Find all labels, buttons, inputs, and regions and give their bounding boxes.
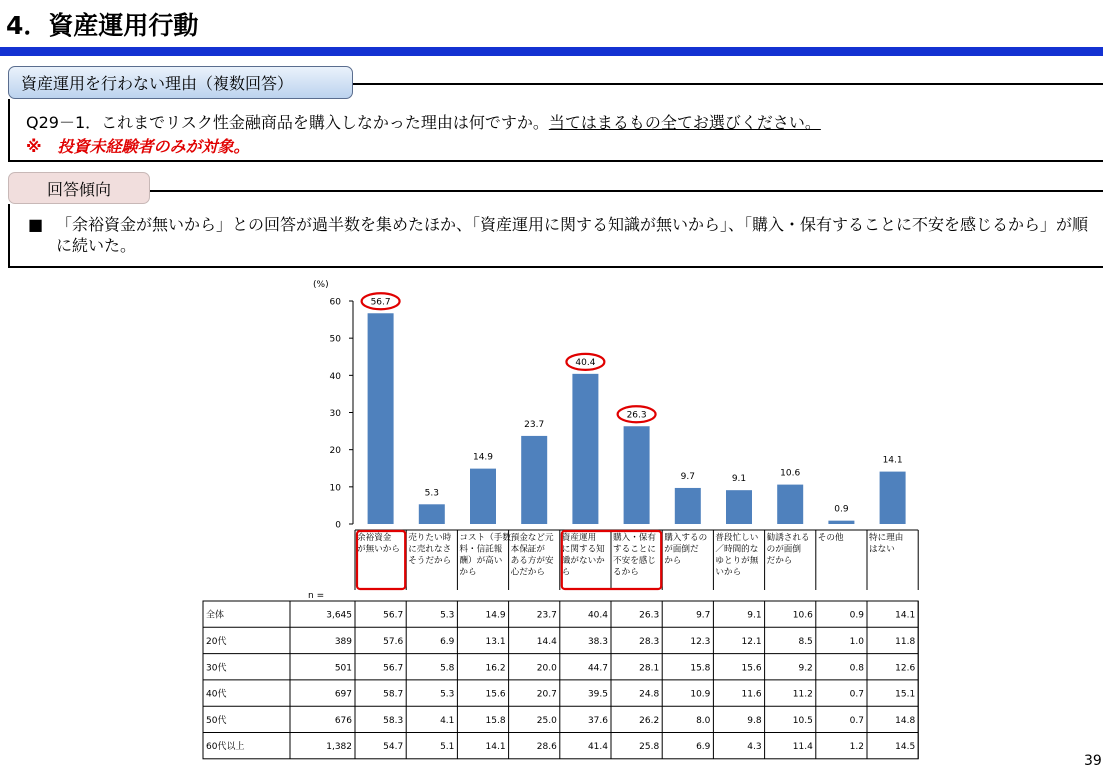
table-cell-value: 16.2 xyxy=(485,663,506,674)
table-cell-value: 26.2 xyxy=(639,715,660,726)
category-label: が面倒だ xyxy=(664,544,699,555)
table-cell-value: 12.6 xyxy=(895,663,916,674)
category-label: 余裕資金 xyxy=(357,533,392,543)
table-cell-value: 13.1 xyxy=(485,636,506,647)
table-cell-value: 10.5 xyxy=(792,715,813,726)
table-cell-value: 11.8 xyxy=(895,636,916,647)
y-tick-label: 30 xyxy=(329,409,341,419)
table-cell-value: 41.4 xyxy=(587,742,608,753)
bar xyxy=(368,313,394,524)
category-label: ら xyxy=(561,567,571,578)
table-cell-value: 1.0 xyxy=(849,636,864,647)
question-instruction: 当てはまるもの全てお選びください。 xyxy=(548,113,821,132)
table-cell-value: 0.7 xyxy=(849,715,864,726)
table-cell-value: 14.9 xyxy=(485,610,506,621)
table-row-label: 全体 xyxy=(206,610,225,621)
question-main: Q29－1．これまでリスク性金融商品を購入しなかった理由は何ですか。 xyxy=(26,113,549,132)
table-cell-value: 44.7 xyxy=(587,663,608,674)
bar xyxy=(521,436,547,524)
category-label: いから xyxy=(715,567,742,578)
table-cell-value: 9.8 xyxy=(747,715,762,726)
bar xyxy=(624,426,650,524)
bar xyxy=(777,485,803,524)
y-tick-label: 40 xyxy=(329,371,341,382)
table-cell-value: 14.4 xyxy=(536,636,557,647)
table-cell-value: 15.6 xyxy=(485,689,506,700)
bar xyxy=(470,469,496,524)
y-tick-label: 0 xyxy=(335,520,341,531)
y-tick-label: 10 xyxy=(329,483,341,494)
table-n-value: 697 xyxy=(334,689,352,700)
table-cell-value: 11.4 xyxy=(792,742,813,753)
bar-value-label: 14.1 xyxy=(882,455,903,466)
page-number: 39 xyxy=(1084,753,1102,769)
table-cell-value: 56.7 xyxy=(383,610,404,621)
trend-text: 「余裕資金が無いから」との回答が過半数を集めたほか、「資産運用に関する知識が無いから」、「購入・保有することに不安を感じるから」が順に続いた。 xyxy=(56,215,1089,255)
category-label: のが面倒 xyxy=(766,544,801,555)
table-cell-value: 5.1 xyxy=(440,742,455,753)
table-cell-value: 37.6 xyxy=(587,715,608,726)
y-tick-label: 60 xyxy=(329,297,341,308)
table-cell-value: 12.1 xyxy=(741,636,762,647)
table-cell-value: 28.3 xyxy=(639,636,660,647)
table-cell-value: 0.9 xyxy=(849,610,864,621)
table-cell-value: 58.7 xyxy=(383,689,404,700)
category-label: が無いから xyxy=(357,544,400,555)
table-cell-value: 28.6 xyxy=(536,742,557,753)
bar xyxy=(419,504,445,524)
table-row-label: 60代以上 xyxy=(206,742,245,753)
category-label: 売りたい時 xyxy=(408,533,452,543)
table-cell-value: 0.8 xyxy=(849,663,864,674)
table-n-value: 676 xyxy=(334,715,352,726)
category-label: から xyxy=(664,556,682,566)
bar xyxy=(675,488,701,524)
category-label: その他 xyxy=(817,533,844,543)
table-cell-value: 6.9 xyxy=(440,636,455,647)
y-unit-label: (%) xyxy=(313,280,329,290)
table-cell-value: 20.7 xyxy=(536,689,557,700)
bullet-square-icon: ■ xyxy=(28,215,44,234)
y-tick-label: 20 xyxy=(329,446,341,457)
bar-value-label: 5.3 xyxy=(424,488,439,499)
table-cell-value: 9.1 xyxy=(747,610,762,621)
bar xyxy=(572,374,598,524)
table-cell-value: 56.7 xyxy=(383,663,404,674)
target-note: ※ 投資未経験者のみが対象。 xyxy=(26,137,250,156)
table-cell-value: 20.0 xyxy=(536,663,557,674)
bar-value-label: 10.6 xyxy=(780,468,801,479)
table-cell-value: 23.7 xyxy=(536,610,557,621)
table-cell-value: 15.6 xyxy=(741,663,762,674)
table-cell-value: 10.6 xyxy=(792,610,813,621)
category-label: から xyxy=(459,567,477,578)
bar-value-label: 14.9 xyxy=(472,452,494,463)
category-label: ある方が安 xyxy=(510,556,554,566)
category-label: はない xyxy=(869,544,895,555)
bar-value-label: 26.3 xyxy=(626,410,647,421)
table-n-value: 3,645 xyxy=(326,610,352,621)
table-cell-value: 11.2 xyxy=(792,689,813,700)
table-cell-value: 38.3 xyxy=(587,636,608,647)
bar-value-label: 9.1 xyxy=(731,474,747,485)
table-cell-value: 15.1 xyxy=(895,689,916,700)
table-cell-value: 26.3 xyxy=(639,610,660,621)
table-n-value: 389 xyxy=(334,636,352,647)
category-label: 購入・保有 xyxy=(613,533,656,543)
category-label: コスト（手数 xyxy=(459,533,511,543)
bar-value-label: 9.7 xyxy=(680,471,695,482)
bar-value-label: 23.7 xyxy=(524,419,545,430)
category-label: 不安を感じ xyxy=(613,556,656,566)
bar-value-label: 0.9 xyxy=(834,504,849,515)
category-label: 預金など元 xyxy=(510,533,554,543)
category-label: に売れなさ xyxy=(408,544,452,555)
table-cell-value: 12.3 xyxy=(690,636,711,647)
category-label: に関する知 xyxy=(561,544,605,555)
table-cell-value: 11.6 xyxy=(741,689,762,700)
y-tick-label: 50 xyxy=(329,334,341,345)
table-cell-value: 4.1 xyxy=(440,715,455,726)
category-label: 本保証が xyxy=(510,544,545,555)
table-cell-value: 15.8 xyxy=(690,663,711,674)
section-tab: 資産運用を行わない理由（複数回答） xyxy=(8,66,353,99)
category-label: 識がないか xyxy=(561,556,605,566)
bar-value-label: 56.7 xyxy=(370,297,391,308)
table-cell-value: 9.2 xyxy=(798,663,813,674)
table-cell-value: 57.6 xyxy=(383,636,404,647)
table-cell-value: 1.2 xyxy=(849,742,864,753)
table-cell-value: 14.5 xyxy=(895,742,916,753)
category-label: 資産運用 xyxy=(561,533,597,543)
table-cell-value: 24.8 xyxy=(639,689,660,700)
category-label: することに xyxy=(613,544,656,555)
category-label: 心だから xyxy=(510,567,545,578)
table-n-value: 501 xyxy=(334,663,352,674)
table-cell-value: 5.3 xyxy=(440,610,455,621)
category-label: そうだから xyxy=(408,556,452,566)
category-label: 酬）が高い xyxy=(459,556,503,566)
bar xyxy=(726,490,752,524)
table-cell-value: 58.3 xyxy=(383,715,404,726)
table-cell-value: 14.8 xyxy=(895,715,916,726)
category-label: ／時間的な xyxy=(715,544,759,555)
table-cell-value: 25.0 xyxy=(536,715,557,726)
bar xyxy=(828,521,854,524)
table-cell-value: 8.5 xyxy=(798,636,813,647)
category-label: るから xyxy=(613,567,639,578)
table-row-label: 50代 xyxy=(206,715,227,726)
table-cell-value: 5.8 xyxy=(440,663,455,674)
page-title: 4．資産運用行動 xyxy=(6,11,199,40)
category-label: 料・信託報 xyxy=(459,544,503,555)
bar xyxy=(880,472,906,524)
table-cell-value: 0.7 xyxy=(849,689,864,700)
category-label: 勧誘される xyxy=(766,533,810,543)
table-cell-value: 40.4 xyxy=(587,610,608,621)
n-label: n = xyxy=(308,591,325,601)
category-label: 購入するの xyxy=(664,533,708,543)
table-row-label: 40代 xyxy=(206,689,227,700)
bar-value-label: 40.4 xyxy=(575,357,596,368)
category-label: だから xyxy=(766,556,793,566)
table-cell-value: 14.1 xyxy=(895,610,916,621)
category-label: ゆとりが無 xyxy=(715,556,759,566)
table-cell-value: 5.3 xyxy=(440,689,455,700)
table-cell-value: 25.8 xyxy=(639,742,660,753)
table-cell-value: 14.1 xyxy=(485,742,506,753)
table-cell-value: 10.9 xyxy=(690,689,711,700)
table-row-label: 30代 xyxy=(206,663,227,674)
table-cell-value: 4.3 xyxy=(747,742,762,753)
table-cell-value: 39.5 xyxy=(587,689,608,700)
category-label: 普段忙しい xyxy=(715,533,759,543)
category-label: 特に理由 xyxy=(869,533,904,543)
table-cell-value: 28.1 xyxy=(639,663,660,674)
table-cell-value: 8.0 xyxy=(696,715,711,726)
table-cell-value: 6.9 xyxy=(696,742,711,753)
table-row-label: 20代 xyxy=(206,636,227,647)
trend-tab: 回答傾向 xyxy=(8,172,150,204)
table-cell-value: 15.8 xyxy=(485,715,506,726)
table-cell-value: 54.7 xyxy=(383,742,404,753)
table-cell-value: 9.7 xyxy=(696,610,711,621)
table-n-value: 1,382 xyxy=(326,742,352,753)
